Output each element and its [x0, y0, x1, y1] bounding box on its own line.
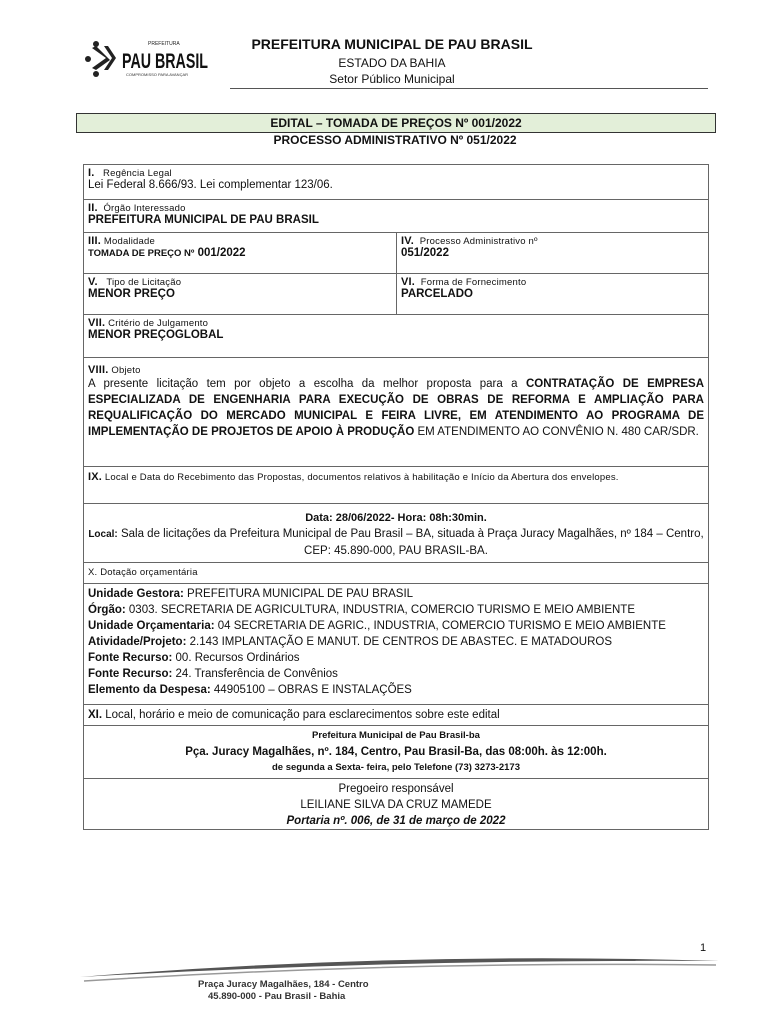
pregoeiro-name: LEILIANE SILVA DA CRUZ MAMEDE: [300, 799, 492, 811]
section-label: Modalidade: [103, 236, 155, 247]
page-number: 1: [700, 942, 707, 954]
dotacao-item: Atividade/Projeto: 2.143 IMPLANTAÇÃO E MANUT. DE CENTROS DE ABASTEC. E MATADOUROS: [88, 636, 612, 648]
pregoeiro-portaria: Portaria nº. 006, de 31 de março de 2022: [286, 815, 506, 827]
section-number: VI.: [401, 276, 416, 288]
dotacao-label: X. Dotação orçamentária: [88, 567, 198, 578]
pau-brasil-logo: [82, 36, 212, 82]
section-label: Critério de Julgamento: [108, 318, 209, 329]
logo-top-text: PREFEITURA: [148, 41, 180, 47]
processo-title: PROCESSO ADMINISTRATIVO Nº 051/2022: [273, 133, 517, 147]
row-modalidade: [84, 232, 708, 273]
row-pregoeiro: [84, 778, 708, 829]
section-label: Forma de Fornecimento: [420, 277, 527, 288]
fornecimento-value: PARCELADO: [401, 288, 473, 300]
logo-tagline: COMPROMISSO PARA AVANÇAR: [126, 72, 189, 77]
edital-table: [83, 164, 709, 830]
section-label: Local e Data do Recebimento das Propostas, documentos relativos à habilitação e Início da Abertura dos envelopes.: [104, 472, 619, 483]
section-label: Objeto: [111, 365, 141, 376]
logo-main-text: PAU BRASIL: [122, 50, 209, 73]
section-label: Tipo de Licitação: [106, 277, 182, 288]
row-dotacao: [84, 583, 708, 704]
document-header: [0, 0, 770, 95]
header-sector: Setor Público Municipal: [329, 72, 455, 86]
edital-title: EDITAL – TOMADA DE PREÇOS Nº 001/2022: [76, 113, 716, 133]
footer-swoosh: [80, 955, 720, 985]
section-label: Órgão Interessado: [103, 203, 186, 214]
dotacao-item: Unidade Orçamentaria: 04 SECRETARIA DE AGRIC., INDUSTRIA, COMERCIO TURISMO E MEIO AMBIENTE: [88, 620, 666, 632]
regencia-value: Lei Federal 8.666/93. Lei complementar 123/06.: [88, 179, 333, 191]
section-number: XI.: [88, 709, 103, 721]
section-number: I.: [88, 167, 95, 179]
section-number: IV.: [401, 235, 415, 247]
section-label: Local, horário e meio de comunicação para esclarecimentos sobre este edital: [105, 709, 500, 721]
orgao-value: PREFEITURA MUNICIPAL DE PAU BRASIL: [88, 214, 319, 226]
header-divider: [230, 88, 708, 89]
section-number: VIII.: [88, 364, 109, 376]
row-regencia: [84, 165, 708, 199]
modalidade-value: 001/2022: [197, 247, 246, 259]
local-label: Local:: [88, 529, 118, 540]
row-objeto: [84, 357, 708, 466]
modalidade-prefix: TOMADA DE PREÇO Nº: [88, 248, 195, 259]
row-local-data: [84, 503, 708, 562]
section-label: Regência Legal: [103, 168, 172, 179]
local-text: Sala de licitações da Prefeitura Municipal de Pau Brasil – BA, situada à Praça Juracy Magalhães, nº 184 – Centro, CEP: 45.890-000, PAU BRASIL-BA.: [120, 528, 704, 557]
section-label: Processo Administrativo nº: [419, 236, 538, 247]
section-number: III.: [88, 235, 102, 247]
document-footer: [80, 955, 720, 1005]
row-esclarecimentos: [84, 725, 708, 778]
section-number: IX.: [88, 471, 103, 483]
footer-address: Praça Juracy Magalhães, 184 - Centro: [198, 979, 369, 990]
esclarecimentos-line1: Prefeitura Municipal de Pau Brasil-ba: [312, 730, 480, 741]
header-state: ESTADO DA BAHIA: [338, 56, 446, 70]
row-tipo: [84, 273, 708, 314]
section-number: II.: [88, 202, 98, 214]
date-line: Data: 28/06/2022- Hora: 08h:30min.: [305, 512, 487, 524]
header-title: PREFEITURA MUNICIPAL DE PAU BRASIL: [251, 36, 533, 52]
section-number: VII.: [88, 317, 106, 329]
esclarecimentos-line3: de segunda a Sexta- feira, pelo Telefone (73) 3273-2173: [272, 762, 520, 773]
dotacao-item: Órgão: 0303. SECRETARIA DE AGRICULTURA, INDUSTRIA, COMERCIO TURISMO E MEIO AMBIENTE: [88, 604, 635, 616]
dotacao-item: Fonte Recurso: 24. Transferência de Convênios: [88, 668, 338, 680]
row-dotacao-label: [84, 562, 708, 583]
row-criterio: [84, 314, 708, 357]
row-esclarecimentos-label: [84, 704, 708, 725]
section-number: V.: [88, 276, 98, 288]
pregoeiro-role: Pregoeiro responsável: [338, 783, 454, 795]
dotacao-item: Unidade Gestora: PREFEITURA MUNICIPAL DE PAU BRASIL: [88, 588, 414, 600]
tipo-value: MENOR PREÇO: [88, 288, 175, 300]
row-orgao: [84, 199, 708, 232]
dotacao-list: [84, 584, 708, 704]
esclarecimentos-line2: Pça. Juracy Magalhães, nº. 184, Centro, Pau Brasil-Ba, das 08:00h. às 12:00h.: [185, 746, 607, 758]
objeto-text: A presente licitação tem por objeto a escolha da melhor proposta para a CONTRATAÇÃO DE EMPRESA ESPECIALIZADA DE ENGENHARIA PARA EXECUÇÃO DE OBRAS DE REFORMA E AMPLIAÇÃO PARA REQUALIFICAÇÃO DO MERCADO MUNICIPAL E FEIRA LIVRE, EM ATENDIMENTO AO PROGRAMA DE IMPLEMENTAÇÃO DE PROJETOS DE APOIO À PRODUÇÃO EM ATENDIMENTO AO CONVÊNIO N. 480 CAR/SDR.: [88, 378, 705, 438]
dotacao-item: Fonte Recurso: 00. Recursos Ordinários: [88, 652, 300, 664]
dotacao-item: Elemento da Despesa: 44905100 – OBRAS E INSTALAÇÕES: [88, 684, 412, 696]
criterio-value: MENOR PREÇOGLOBAL: [88, 329, 224, 341]
footer-cep: 45.890-000 - Pau Brasil - Bahia: [208, 991, 346, 1002]
row-local-data-label: [84, 466, 708, 503]
processo-adm-value: 051/2022: [401, 247, 449, 259]
